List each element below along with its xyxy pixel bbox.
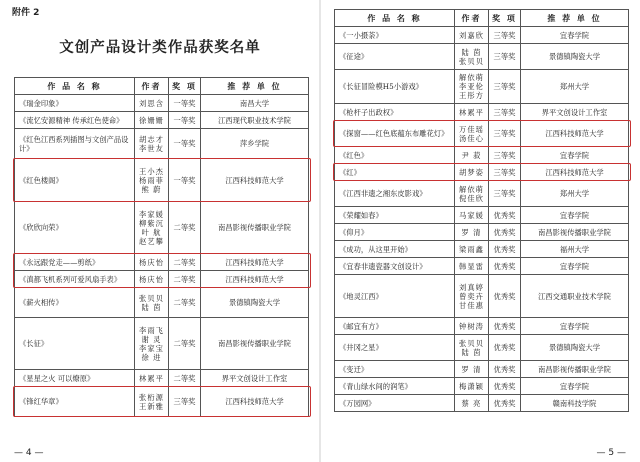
right-page [320, 0, 640, 462]
cell-award: 优秀奖 [489, 335, 521, 361]
table-body-left [15, 95, 309, 417]
cell-work-name: 《探窗——红色底蕴东布雕花灯》 [335, 121, 455, 147]
cell-unit: 江西科技师范大学 [521, 121, 629, 147]
cell-author: 刘嘉欣 [455, 27, 489, 44]
table-row [335, 318, 629, 335]
cell-author: 蔡 亮 [455, 395, 489, 412]
cell-award: 三等奖 [489, 44, 521, 70]
table-row [335, 147, 629, 164]
cell-award: 三等奖 [169, 387, 201, 417]
cell-work-name: 《井冈之星》 [335, 335, 455, 361]
table-row [335, 164, 629, 181]
cell-work-name: 《流忆安源精神 传承红色使命》 [15, 112, 135, 129]
cell-author: 罗 清 [455, 361, 489, 378]
header-work-name: 作 品 名 称 [335, 10, 455, 27]
table-row [15, 387, 309, 417]
cell-work-name: 《薪火相传》 [15, 288, 135, 318]
cell-work-name: 《枪杆子出政权》 [335, 104, 455, 121]
cell-unit: 江西科技师范大学 [521, 164, 629, 181]
cell-award: 二等奖 [169, 254, 201, 271]
cell-unit: 景德镇陶瓷大学 [201, 288, 309, 318]
cell-work-name: 《欣欣向荣》 [15, 202, 135, 254]
cell-unit: 南昌影视传播职业学院 [201, 318, 309, 370]
table-body-right [335, 27, 629, 412]
cell-award: 优秀奖 [489, 318, 521, 335]
cell-award: 优秀奖 [489, 207, 521, 224]
cell-author: 梁雨鑫 [455, 241, 489, 258]
page-number-left: — 4 — [14, 448, 44, 458]
attachment-label: 附件 2 [12, 8, 40, 18]
cell-author: 徐姗姗 [135, 112, 169, 129]
table-row [335, 361, 629, 378]
table-row [335, 395, 629, 412]
cell-author: 解依萌 倪佳欣 [455, 181, 489, 207]
awards-table-left [14, 77, 309, 417]
cell-author: 李家媛 柳紫沉 叶 航 赵艺攀 [135, 202, 169, 254]
table-row [15, 288, 309, 318]
cell-author: 韩显雷 [455, 258, 489, 275]
cell-unit: 界平文创设计工作室 [521, 104, 629, 121]
cell-author: 罗 清 [455, 224, 489, 241]
cell-unit: 宜春学院 [521, 27, 629, 44]
cell-unit: 界平文创设计工作室 [201, 370, 309, 387]
table-row [335, 207, 629, 224]
cell-author: 马家媛 [455, 207, 489, 224]
header-unit: 推 荐 单 位 [521, 10, 629, 27]
table-row [15, 318, 309, 370]
table-row [15, 129, 309, 159]
cell-author: 林累平 [135, 370, 169, 387]
cell-award: 二等奖 [169, 288, 201, 318]
awards-table-right [334, 9, 629, 412]
cell-work-name: 《仰月》 [335, 224, 455, 241]
table-row [15, 370, 309, 387]
cell-work-name: 《青山绿水间的润笔》 [335, 378, 455, 395]
table-row [15, 271, 309, 288]
cell-unit: 宜春学院 [521, 378, 629, 395]
cell-award: 一等奖 [169, 95, 201, 112]
table-row [335, 70, 629, 104]
cell-award: 三等奖 [489, 104, 521, 121]
table-row [335, 224, 629, 241]
cell-unit: 江西科技师范大学 [201, 271, 309, 288]
cell-author: 杨庆怡 [135, 271, 169, 288]
cell-author: 陆 茵 张贝贝 [455, 44, 489, 70]
cell-author: 张桁源 王新雅 [135, 387, 169, 417]
cell-work-name: 《滇都飞机系列可爱风扇手表》 [15, 271, 135, 288]
cell-work-name: 《变迁》 [335, 361, 455, 378]
cell-award: 三等奖 [489, 121, 521, 147]
cell-work-name: 《邮宜有方》 [335, 318, 455, 335]
cell-unit: 景德镇陶瓷大学 [521, 335, 629, 361]
cell-unit: 郑州大学 [521, 70, 629, 104]
table-row [335, 27, 629, 44]
cell-unit: 南昌影视传播职业学院 [201, 202, 309, 254]
cell-author: 李雨飞 谢 灵 李家宝 徐 进 [135, 318, 169, 370]
header-award: 奖 项 [169, 78, 201, 95]
cell-work-name: 《成功，从这里开始》 [335, 241, 455, 258]
cell-author: 解依萌 李亚伦 王彤方 [455, 70, 489, 104]
cell-award: 优秀奖 [489, 224, 521, 241]
header-author: 作者 [455, 10, 489, 27]
cell-unit: 宜春学院 [521, 147, 629, 164]
cell-unit: 郑州大学 [521, 181, 629, 207]
table-row [335, 181, 629, 207]
cell-unit: 南昌影视传播职业学院 [521, 361, 629, 378]
cell-author: 刘真婷 曾奕卉 甘佳惠 [455, 275, 489, 318]
cell-award: 优秀奖 [489, 258, 521, 275]
cell-unit: 江西现代职业技术学院 [201, 112, 309, 129]
cell-author: 张贝贝 陆 茵 [455, 335, 489, 361]
table-row [335, 275, 629, 318]
cell-author: 刘思含 [135, 95, 169, 112]
cell-award: 一等奖 [169, 112, 201, 129]
header-unit: 推 荐 单 位 [201, 78, 309, 95]
header-work-name: 作 品 名 称 [15, 78, 135, 95]
cell-work-name: 《宜春非遗瓷器文创设计》 [335, 258, 455, 275]
cell-unit: 江西科技师范大学 [201, 254, 309, 271]
cell-work-name: 《瑞金印象》 [15, 95, 135, 112]
cell-author: 林累平 [455, 104, 489, 121]
cell-unit: 景德镇陶瓷大学 [521, 44, 629, 70]
cell-unit: 宜春学院 [521, 207, 629, 224]
page-number-right: — 5 — [596, 448, 626, 458]
cell-award: 优秀奖 [489, 241, 521, 258]
cell-author: 尹 菽 [455, 147, 489, 164]
cell-work-name: 《红》 [335, 164, 455, 181]
cell-work-name: 《荣耀如春》 [335, 207, 455, 224]
table-row [15, 202, 309, 254]
cell-author: 胡志才 李世友 [135, 129, 169, 159]
cell-author: 梅潇颖 [455, 378, 489, 395]
header-author: 作者 [135, 78, 169, 95]
cell-author: 张贝贝 陆 茵 [135, 288, 169, 318]
table-row [15, 112, 309, 129]
cell-unit: 萍乡学院 [201, 129, 309, 159]
table-row [335, 378, 629, 395]
cell-work-name: 《地灵江西》 [335, 275, 455, 318]
table-row [335, 44, 629, 70]
cell-work-name: 《江西非遗之湘东皮影戏》 [335, 181, 455, 207]
cell-work-name: 《红色江西系列插图与文创产品设计》 [15, 129, 135, 159]
cell-award: 二等奖 [169, 370, 201, 387]
cell-work-name: 《锋红华章》 [15, 387, 135, 417]
cell-award: 三等奖 [489, 164, 521, 181]
table-row [335, 258, 629, 275]
cell-award: 三等奖 [489, 181, 521, 207]
cell-award: 优秀奖 [489, 275, 521, 318]
table-row [335, 241, 629, 258]
cell-award: 三等奖 [489, 147, 521, 164]
cell-award: 一等奖 [169, 159, 201, 202]
cell-work-name: 《长征冒险模H5小游戏》 [335, 70, 455, 104]
cell-work-name: 《永远跟党走——剪纸》 [15, 254, 135, 271]
cell-work-name: 《红色》 [335, 147, 455, 164]
table-row [15, 159, 309, 202]
table-row [335, 335, 629, 361]
cell-work-name: 《星星之火 可以燎原》 [15, 370, 135, 387]
table-row [335, 104, 629, 121]
cell-unit: 江西交通职业技术学院 [521, 275, 629, 318]
cell-work-name: 《万园网》 [335, 395, 455, 412]
table-header-row [15, 78, 309, 95]
cell-unit: 南昌大学 [201, 95, 309, 112]
cell-author: 王小杰 杨雨菲 熊 蔚 [135, 159, 169, 202]
cell-work-name: 《红色楼阁》 [15, 159, 135, 202]
cell-award: 优秀奖 [489, 361, 521, 378]
cell-award: 二等奖 [169, 202, 201, 254]
cell-award: 三等奖 [489, 27, 521, 44]
cell-unit: 宜春学院 [521, 258, 629, 275]
header-award: 奖 项 [489, 10, 521, 27]
cell-award: 二等奖 [169, 271, 201, 288]
cell-author: 胡梦姿 [455, 164, 489, 181]
cell-unit: 南昌影视传播职业学院 [521, 224, 629, 241]
cell-award: 优秀奖 [489, 378, 521, 395]
table-header-row [335, 10, 629, 27]
cell-work-name: 《一小摄荼》 [335, 27, 455, 44]
table-row [335, 121, 629, 147]
cell-work-name: 《长征》 [15, 318, 135, 370]
cell-unit: 江西科技师范大学 [201, 387, 309, 417]
cell-author: 钟树涛 [455, 318, 489, 335]
table-row [15, 95, 309, 112]
cell-unit: 江西科技师范大学 [201, 159, 309, 202]
cell-award: 二等奖 [169, 318, 201, 370]
cell-award: 优秀奖 [489, 395, 521, 412]
cell-unit: 福州大学 [521, 241, 629, 258]
cell-author: 杨庆怡 [135, 254, 169, 271]
cell-award: 三等奖 [489, 70, 521, 104]
cell-award: 一等奖 [169, 129, 201, 159]
cell-work-name: 《征途》 [335, 44, 455, 70]
cell-author: 万佳瑶 汤佳心 [455, 121, 489, 147]
table-row [15, 254, 309, 271]
cell-unit: 宜春学院 [521, 318, 629, 335]
document-title: 文创产品设计类作品获奖名单 [59, 39, 261, 56]
cell-unit: 赣南科技学院 [521, 395, 629, 412]
